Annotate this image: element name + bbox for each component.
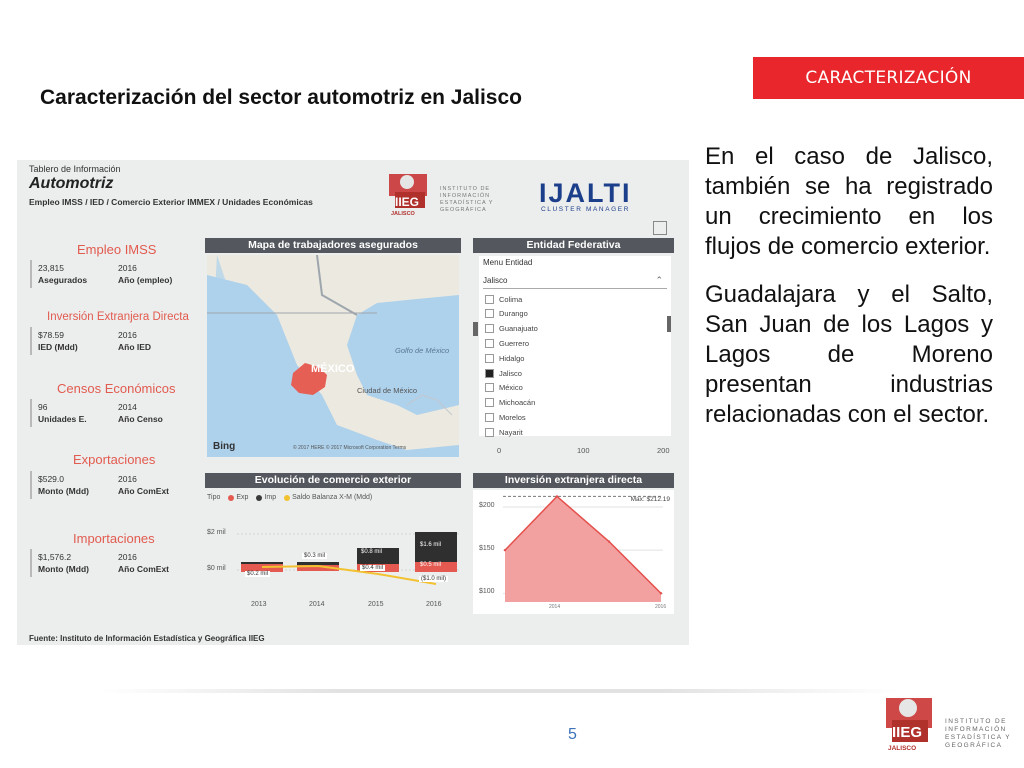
checkbox-icon[interactable]	[485, 309, 494, 318]
footer-iieg-text: IIEG	[892, 724, 923, 741]
checkbox-icon[interactable]	[485, 413, 494, 422]
comercio-legend	[207, 494, 372, 501]
kpi-title-empleo: Empleo IMSS	[77, 242, 157, 257]
ied-point[interactable]	[608, 540, 610, 542]
iieg-logo-text: IIEG	[395, 195, 420, 209]
kpi-year: 2016	[118, 552, 137, 562]
section-badge: CARACTERIZACIÓN	[753, 57, 1024, 99]
checkbox-icon[interactable]	[485, 383, 494, 392]
map-label-golfo: Golfo de México	[395, 346, 450, 355]
kpi-title-censos: Censos Económicos	[57, 381, 176, 396]
entidad-axis-tick: 0	[497, 446, 502, 455]
mexico-map	[207, 255, 459, 457]
dashboard-header-subtitle: Empleo IMSS / IED / Comercio Exterior IMMEX / Unidades Económicas	[29, 197, 313, 207]
comercio-y-tick: $0 mil	[207, 565, 226, 572]
slicer-option[interactable]	[485, 425, 523, 439]
data-label: $0.2 mil	[247, 571, 269, 577]
ied-chart-area	[473, 490, 674, 614]
map-label-mexico: MÉXICO	[311, 363, 355, 375]
page-number: 5	[568, 726, 577, 743]
map-copyright[interactable]: © 2017 HERE © 2017 Microsoft Corporation Terms	[293, 445, 407, 451]
slide-title: Caracterización del sector automotriz en Jalisco	[40, 86, 522, 109]
kpi-title-exportaciones: Exportaciones	[73, 452, 156, 467]
kpi-divider	[30, 399, 32, 427]
map-view[interactable]	[207, 255, 459, 457]
slicer-option[interactable]	[485, 351, 524, 365]
comercio-panel-title: Evolución de comercio exterior	[205, 473, 461, 488]
checkbox-icon[interactable]	[485, 324, 494, 333]
legend-item-imp[interactable]	[256, 494, 276, 501]
legend-dot-icon	[256, 495, 262, 501]
kpi-year-label: Año IED	[118, 342, 152, 352]
checkbox-icon[interactable]	[485, 354, 494, 363]
kpi-year-label: Año (empleo)	[118, 275, 173, 285]
kpi-title-importaciones: Importaciones	[73, 531, 155, 546]
institute-line: ESTADÍSTICA Y	[945, 734, 1012, 741]
slicer-option[interactable]	[485, 410, 526, 424]
ijalti-cluster-label: CLUSTER MANAGER	[541, 206, 631, 213]
institute-line: GEOGRÁFICA	[945, 742, 1003, 749]
footer-institute-name	[945, 718, 1011, 750]
ied-y-tick: $150	[479, 545, 495, 553]
ied-y-tick: $100	[479, 588, 495, 596]
x-tick: 2016	[426, 601, 442, 608]
legend-label: Tipo	[207, 494, 221, 501]
kpi-divider	[30, 327, 32, 355]
slicer-option-label: Colima	[499, 294, 523, 304]
kpi-value-label: Asegurados	[38, 275, 88, 285]
checkbox-icon[interactable]	[485, 339, 494, 348]
legend-item-saldo[interactable]	[284, 494, 372, 501]
slicer-option[interactable]	[485, 366, 522, 380]
kpi-year: 2016	[118, 263, 137, 273]
slicer-option[interactable]	[485, 307, 528, 321]
slicer-menu-label: Menu Entidad	[483, 258, 533, 267]
checkbox-checked-icon[interactable]	[485, 369, 494, 378]
kpi-divider	[30, 549, 32, 577]
data-label: $0.4 mil	[362, 565, 384, 571]
expand-icon[interactable]	[653, 221, 667, 235]
iieg-logo	[385, 168, 433, 220]
slicer-option[interactable]	[485, 322, 538, 336]
x-tick: 2013	[251, 601, 267, 608]
iieg-logo-jalisco: JALISCO	[391, 211, 415, 217]
ied-x-tick: 2014	[549, 604, 561, 610]
kpi-value-label: Monto (Mdd)	[38, 486, 89, 496]
max-annotation: Max: $212.19	[630, 496, 670, 503]
paragraph-1: En el caso de Jalisco, también se ha registrado un crecimiento en los flujos de comercio exterior.	[705, 143, 993, 260]
slicer-option-label: Jalisco	[499, 368, 522, 378]
kpi-year: 2016	[118, 474, 137, 484]
kpi-value-label: IED (Mdd)	[38, 342, 78, 352]
kpi-value: $529.0	[38, 474, 64, 484]
footer-divider	[100, 689, 900, 693]
kpi-value: 96	[38, 402, 48, 412]
institute-line: INSTITUTO DE	[440, 186, 491, 192]
legend-dot-icon	[228, 495, 234, 501]
slicer-option[interactable]	[485, 292, 522, 306]
slicer-option-label: Guerrero	[499, 338, 530, 348]
data-label: $1.6 mil	[420, 542, 442, 548]
data-label: $0.8 mil	[361, 549, 383, 555]
institute-line: GEOGRÁFICA	[440, 207, 487, 213]
ied-panel-title: Inversión extranjera directa	[473, 473, 674, 488]
entidad-panel-title: Entidad Federativa	[473, 238, 674, 253]
ied-point[interactable]	[556, 495, 558, 497]
comercio-y-tick: $2 mil	[207, 529, 226, 536]
map-panel-title: Mapa de trabajadores asegurados	[205, 238, 461, 253]
scrollbar-thumb[interactable]	[667, 316, 671, 332]
data-label: ($1.0 mil)	[421, 576, 447, 582]
kpi-year-label: Año ComExt	[118, 486, 169, 496]
kpi-divider	[30, 471, 32, 499]
paragraph-2: Guadalajara y el Salto, San Juan de los Lagos y Lagos de Moreno presentan industrias relacionadas con el sector.	[705, 281, 993, 428]
ied-x-tick: 2016	[655, 604, 667, 610]
ied-point[interactable]	[504, 549, 506, 551]
source-note: Fuente: Instituto de Información Estadística y Geográfica IIEG	[29, 634, 265, 643]
kpi-year: 2014	[118, 402, 137, 412]
slicer-selected-value: Jalisco	[483, 276, 508, 285]
checkbox-icon[interactable]	[485, 398, 494, 407]
comercio-chart	[207, 520, 463, 600]
kpi-year-label: Año Censo	[118, 414, 163, 424]
slicer-option-label: Morelos	[499, 412, 526, 422]
slicer-option-label: Guanajuato	[499, 324, 538, 334]
institute-line: INFORMACIÓN	[945, 726, 1007, 733]
institute-line: INFORMACIÓN	[440, 193, 491, 199]
kpi-value: $1,576.2	[38, 552, 72, 562]
bing-logo: Bing	[213, 441, 236, 452]
institute-line: INSTITUTO DE	[945, 718, 1007, 725]
dashboard-header-title: Automotriz	[29, 175, 114, 192]
slicer-option-label: México	[499, 383, 523, 393]
slicer-option-label: Hidalgo	[499, 353, 525, 363]
ied-chart	[503, 490, 669, 614]
legend-text: Exp	[236, 494, 249, 501]
ijalti-logo: IJALTI	[539, 178, 632, 208]
footer-jalisco-text: JALISCO	[888, 745, 917, 752]
legend-item-exp[interactable]	[228, 494, 248, 501]
legend-text: Saldo Balanza X-M (Mdd)	[292, 494, 373, 501]
x-tick: 2014	[309, 601, 325, 608]
slicer-option[interactable]	[485, 381, 523, 395]
saldo-line[interactable]	[262, 566, 436, 584]
legend-text: Imp	[264, 494, 277, 501]
slicer-option-label: Michoacán	[499, 398, 536, 408]
map-label-cdmx: Ciudad de México	[357, 386, 418, 395]
ied-y-tick: $200	[479, 501, 495, 509]
data-label: $0.5 mil	[420, 562, 442, 568]
kpi-divider	[30, 260, 32, 288]
kpi-year-label: Año ComExt	[118, 564, 169, 574]
entidad-axis-tick: 100	[577, 446, 590, 455]
dashboard-header-small: Tablero de Información	[29, 164, 121, 174]
slicer-option-label: Nayarit	[499, 427, 523, 437]
kpi-title-ied: Inversión Extranjera Directa	[47, 311, 189, 323]
footer-iieg-logo	[880, 690, 938, 760]
ied-point[interactable]	[660, 592, 662, 594]
entidad-slicer	[479, 256, 671, 436]
dashboard-panel	[17, 160, 689, 645]
x-tick: 2015	[368, 601, 384, 608]
entidad-axis-tick: 200	[657, 446, 670, 455]
kpi-value: $78.59	[38, 330, 64, 340]
checkbox-icon[interactable]	[485, 295, 494, 304]
checkbox-icon[interactable]	[485, 428, 494, 437]
slicer-option[interactable]	[485, 396, 535, 410]
legend-dot-icon	[284, 495, 290, 501]
chevron-up-icon[interactable]: ⌃	[655, 275, 663, 285]
kpi-value: 23,815	[38, 263, 64, 273]
data-label: $0.3 mil	[304, 553, 326, 559]
slicer-option[interactable]	[485, 336, 529, 350]
body-text	[705, 142, 993, 448]
scroll-handle[interactable]	[473, 322, 478, 336]
slicer-option-label: Durango	[499, 309, 528, 319]
iieg-institute-name	[440, 186, 493, 214]
ied-area[interactable]	[505, 496, 661, 602]
kpi-value-label: Unidades E.	[38, 414, 87, 424]
slicer-dropdown[interactable]	[483, 276, 667, 289]
kpi-year: 2016	[118, 330, 137, 340]
kpi-value-label: Monto (Mdd)	[38, 564, 89, 574]
institute-line: ESTADÍSTICA Y	[440, 200, 494, 206]
